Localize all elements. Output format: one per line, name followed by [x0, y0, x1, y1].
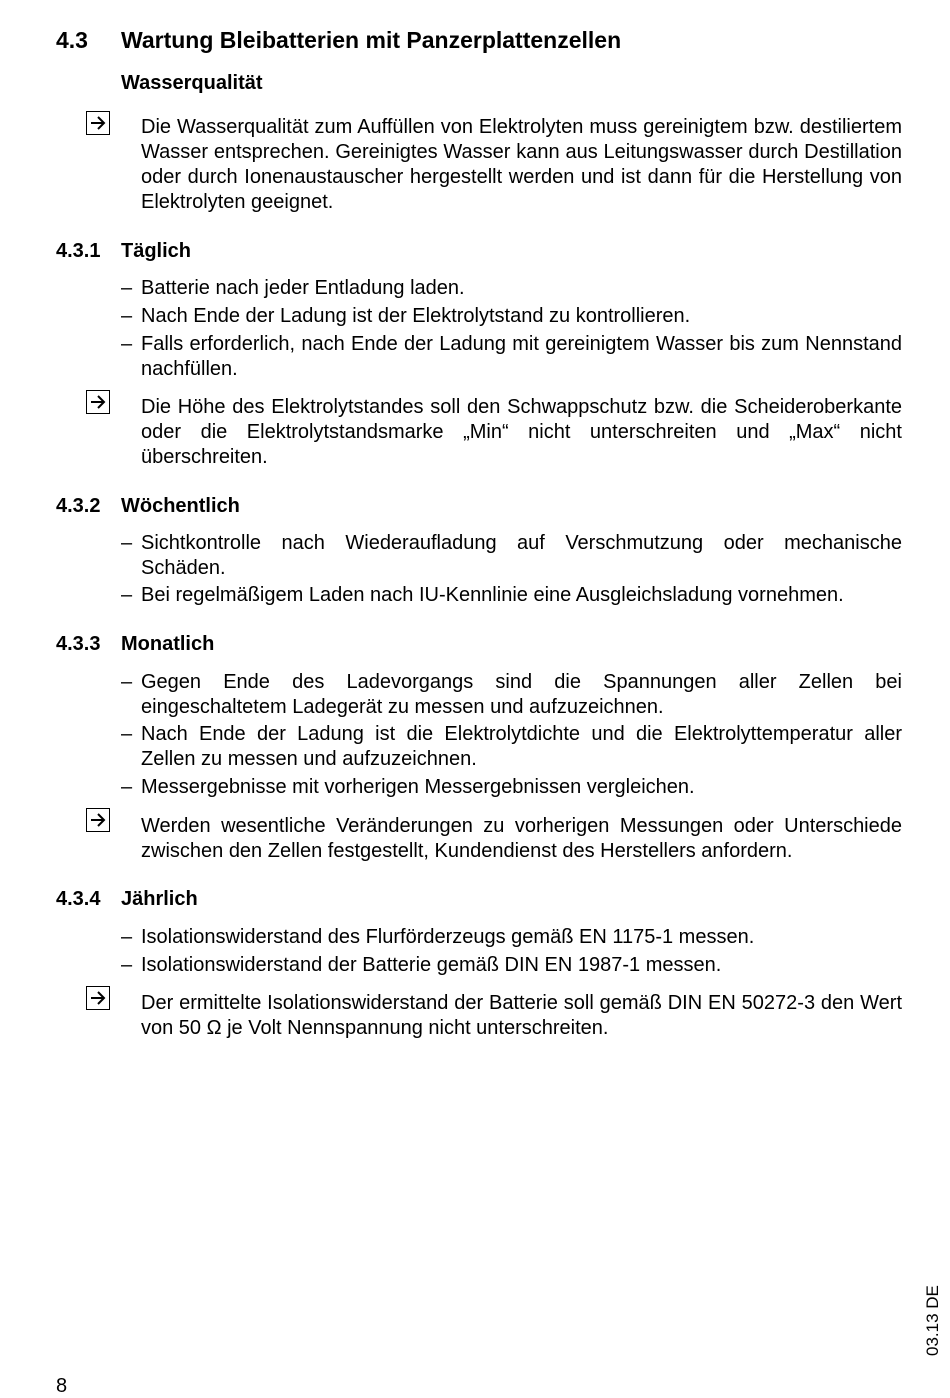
list-item-text: Isolationswiderstand der Batterie gemäß DIN EN 1987-1 messen.	[141, 954, 722, 976]
list-item	[121, 925, 902, 950]
bullet-dash: –	[121, 671, 133, 693]
list-item	[121, 276, 902, 301]
list-item-text: Nach Ende der Ladung ist die Elektrolytdichte und die Elektrolyttemperatur aller Zellen zu messen und aufzuzeichnen.	[141, 723, 902, 770]
daily-title: Täglich	[121, 240, 192, 262]
yearly-note: Der ermittelte Isolationswiderstand der Batterie soll gemäß DIN EN 50272-3 den Wert von 50 Ω je Volt Nennspannung nicht unterschreiten.	[141, 992, 902, 1039]
section-number: 4.3	[56, 27, 88, 53]
list-item	[121, 332, 902, 382]
list-item-text: Nach Ende der Ladung ist der Elektrolytstand zu kontrollieren.	[141, 305, 691, 327]
section-title: Wartung Bleibatterien mit Panzerplattenzellen	[121, 27, 622, 53]
list-item-text: Messergebnisse mit vorherigen Messergebnissen vergleichen.	[141, 776, 695, 798]
monthly-note: Werden wesentliche Veränderungen zu vorherigen Messungen oder Unterschiede zwischen den Zellen festgestellt, Kundendienst des Herstellers anfordern.	[141, 815, 902, 862]
list-item	[121, 775, 902, 800]
note-arrow-icon	[86, 111, 110, 135]
bullet-dash: –	[121, 954, 133, 976]
yearly-title: Jährlich	[121, 888, 198, 910]
bullet-dash: –	[121, 926, 133, 948]
bullet-dash: –	[121, 333, 133, 355]
note-arrow-icon	[86, 808, 110, 832]
weekly-title: Wöchentlich	[121, 495, 240, 517]
list-item	[121, 722, 902, 772]
bullet-dash: –	[121, 776, 133, 798]
page-number: 8	[56, 1375, 68, 1397]
list-item-text: Sichtkontrolle nach Wiederaufladung auf Verschmutzung oder mechanische Schäden.	[141, 532, 902, 579]
bullet-dash: –	[121, 277, 133, 299]
list-item	[121, 670, 902, 720]
list-item-text: Falls erforderlich, nach Ende der Ladung mit gereinigtem Wasser bis zum Nennstand nachfüllen.	[141, 333, 902, 380]
list-item-text: Gegen Ende des Ladevorgangs sind die Spannungen aller Zellen bei eingeschaltetem Ladegerät zu messen und aufzuzeichnen.	[141, 671, 902, 718]
list-item	[121, 953, 902, 978]
bullet-dash: –	[121, 532, 133, 554]
list-item	[121, 304, 902, 329]
daily-note: Die Höhe des Elektrolytstandes soll den Schwappschutz bzw. die Scheideroberkante oder die Elektrolytstandsmarke „Min“ nicht unterschreiten und „Max“ nicht überschreiten.	[141, 396, 902, 468]
document-code	[921, 1280, 945, 1356]
water-quality-note: Die Wasserqualität zum Auffüllen von Elektrolyten muss gereinigtem bzw. destiliertem Wasser entsprechen. Gereinigtes Wasser kann aus Leitungswasser durch Destillation oder durch Ionenaustauscher hergestellt werden und ist dann für die Herstellung von Elektrolyten geeignet.	[141, 116, 902, 213]
bullet-dash: –	[121, 723, 133, 745]
list-item-text: Batterie nach jeder Entladung laden.	[141, 277, 465, 299]
yearly-number: 4.3.4	[56, 888, 101, 910]
note-arrow-icon	[86, 986, 110, 1010]
daily-number: 4.3.1	[56, 240, 101, 262]
water-quality-heading: Wasserqualität	[121, 72, 263, 94]
weekly-number: 4.3.2	[56, 495, 101, 517]
list-item	[121, 531, 902, 581]
list-item	[121, 583, 902, 608]
monthly-title: Monatlich	[121, 633, 215, 655]
bullet-dash: –	[121, 584, 133, 606]
monthly-number: 4.3.3	[56, 633, 101, 655]
bullet-dash: –	[121, 305, 133, 327]
list-item-text: Bei regelmäßigem Laden nach IU-Kennlinie eine Ausgleichsladung vornehmen.	[141, 584, 844, 606]
list-item-text: Isolationswiderstand des Flurförderzeugs gemäß EN 1175-1 messen.	[141, 926, 755, 948]
note-arrow-icon	[86, 390, 110, 414]
document-code-text: 03.13 DE	[923, 1285, 942, 1356]
